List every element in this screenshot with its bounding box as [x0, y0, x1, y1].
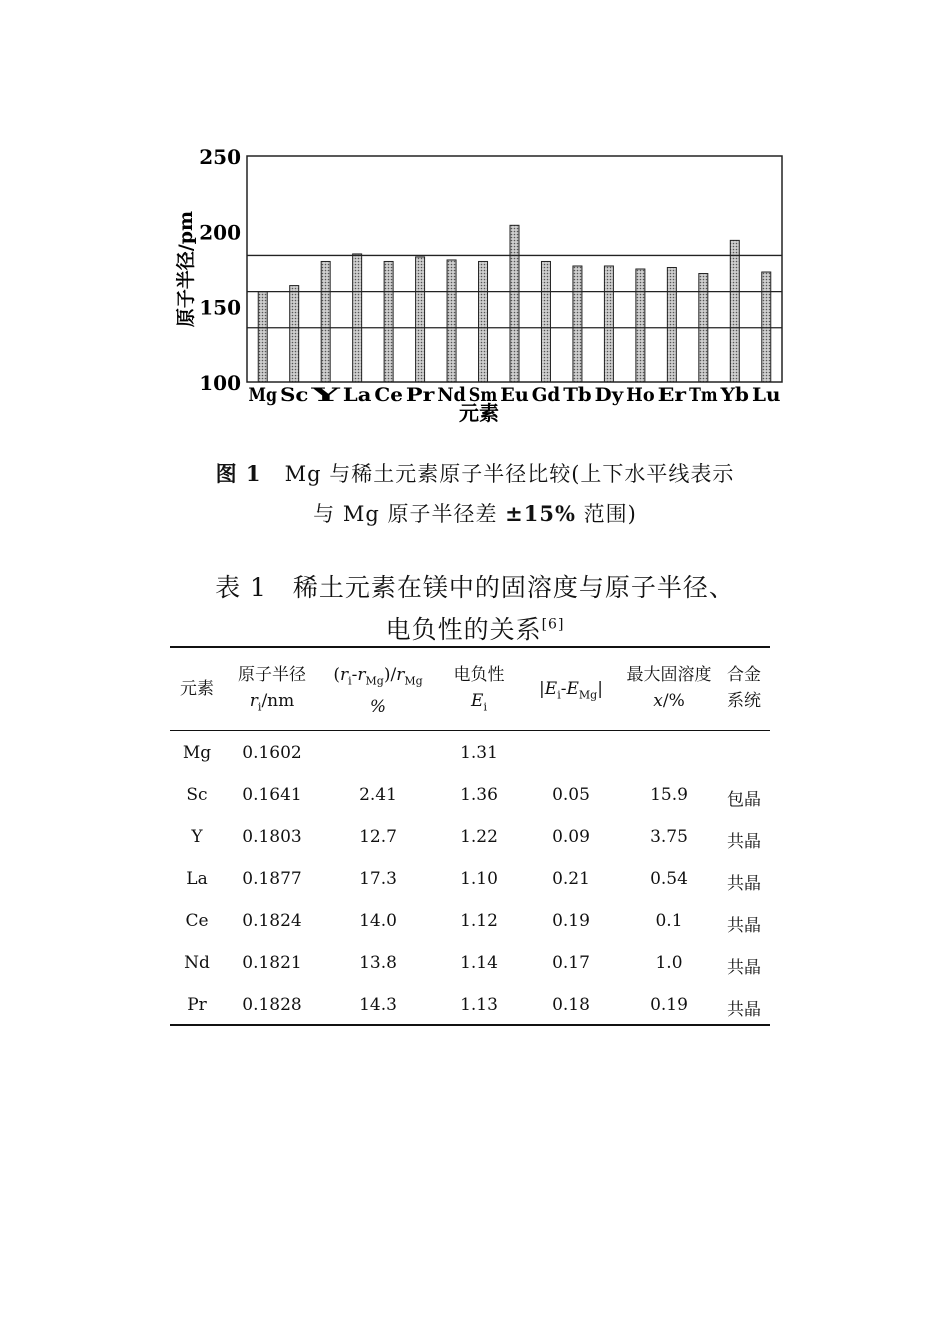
- table-header-rule: [170, 730, 770, 731]
- x-tick-label: Lu: [752, 384, 781, 406]
- y-tick-label: 250: [199, 145, 241, 169]
- cell-alloy: 共晶: [727, 958, 761, 978]
- cell-ratio: 17.3: [359, 869, 397, 889]
- cell-ratio: 12.7: [359, 827, 397, 847]
- cell-radius: 0.1803: [242, 827, 302, 847]
- cell-sol: 3.75: [650, 827, 688, 847]
- y-tick-label: 150: [199, 295, 241, 320]
- bar-Lu: [762, 272, 771, 382]
- bar-Nd: [447, 260, 456, 382]
- cell-sol: 0.19: [650, 995, 688, 1015]
- figure-caption-pre: 与 Mg 原子半径差: [313, 502, 498, 526]
- header-sol-l1: 最大固溶度: [626, 665, 712, 685]
- cell-alloy: 共晶: [727, 832, 761, 852]
- x-tick-label: Tm: [689, 384, 718, 406]
- x-tick-label: Pr: [405, 384, 436, 406]
- figure-caption-range: ±15%: [505, 501, 576, 526]
- header-radius-l2: $r_i/nm$: [249, 691, 295, 714]
- cell-diff: 0.05: [552, 785, 590, 805]
- figure-caption-post: 范围): [583, 502, 637, 526]
- cell-eneg: 1.36: [460, 785, 498, 805]
- table-top-rule: [170, 646, 770, 648]
- cell-radius: 0.1602: [242, 743, 302, 763]
- cell-ratio: 13.8: [359, 953, 397, 973]
- cell-ratio: 14.3: [359, 995, 397, 1015]
- y-tick-label: 100: [199, 371, 241, 395]
- x-tick-label: Sc: [279, 384, 309, 406]
- header-eneg-l1: 电负性: [453, 665, 505, 685]
- cell-diff: 0.21: [552, 869, 590, 889]
- cell-ratio: 2.41: [359, 785, 397, 805]
- cell-radius: 0.1821: [242, 953, 302, 973]
- header-radius: [222, 662, 322, 720]
- cell-ratio: 14.0: [359, 911, 397, 931]
- cell-sol: 0.1: [655, 911, 683, 931]
- header-radius-l1: 原子半径: [238, 665, 306, 685]
- cell-diff: 0.19: [552, 911, 590, 931]
- x-tick-label: Nd: [437, 384, 466, 406]
- cell-element: La: [186, 869, 208, 889]
- cell-diff: 0.18: [552, 995, 590, 1015]
- header-alloy-l1: 合金: [727, 665, 761, 685]
- x-tick-label: Ho: [626, 384, 655, 406]
- cell-sol: 15.9: [650, 785, 688, 805]
- bar-Sc: [290, 286, 299, 382]
- x-tick-label: Dy: [594, 384, 625, 406]
- cell-eneg: 1.10: [460, 869, 498, 889]
- bar-Yb: [730, 240, 739, 382]
- table-title-ref: [6]: [541, 616, 565, 633]
- cell-eneg: 1.22: [460, 827, 498, 847]
- bar-Ce: [384, 261, 393, 382]
- cell-eneg: 1.14: [460, 953, 498, 973]
- cell-radius: 0.1828: [242, 995, 302, 1015]
- header-eneg-l2: $E_i$: [471, 691, 487, 714]
- figure-caption-text: Mg 与稀土元素原子半径比较(上下水平线表示: [284, 462, 735, 486]
- y-axis-label: 原子半径/pm: [175, 210, 197, 328]
- x-tick-label: Er: [657, 384, 688, 406]
- atomic-radius-bar-chart: [150, 140, 810, 430]
- figure-label: 图 1: [215, 461, 262, 486]
- cell-eneg: 1.31: [460, 743, 498, 763]
- bar-Mg: [258, 292, 267, 382]
- bar-Y: [321, 261, 330, 382]
- cell-sol: 1.0: [655, 953, 683, 973]
- cell-radius: 0.1877: [242, 869, 302, 889]
- x-tick-label: Mg: [248, 384, 277, 406]
- cell-alloy: 共晶: [727, 874, 761, 894]
- cell-element: Mg: [182, 743, 212, 763]
- cell-element: Ce: [185, 911, 209, 931]
- bar-Gd: [541, 261, 550, 382]
- bar-Eu: [510, 225, 519, 382]
- figure-caption-line-2: [0, 498, 950, 528]
- cell-element: Y: [191, 827, 203, 847]
- x-tick-label: Eu: [500, 384, 529, 406]
- header-ratio: [322, 662, 434, 720]
- bar-Ho: [636, 269, 645, 382]
- bar-Dy: [604, 266, 613, 382]
- x-tick-label: Yb: [719, 384, 750, 406]
- cell-element: Sc: [186, 785, 208, 805]
- cell-radius: 0.1641: [242, 785, 302, 805]
- header-solubility: [618, 662, 720, 714]
- cell-eneg: 1.12: [460, 911, 498, 931]
- cell-diff: 0.17: [552, 953, 590, 973]
- header-eneg: [434, 662, 524, 720]
- figure-caption-line-1: [0, 458, 950, 488]
- x-tick-label: Gd: [531, 384, 561, 406]
- cell-radius: 0.1824: [242, 911, 302, 931]
- table-title-line-1: 表 1 稀土元素在镁中的固溶度与原子半径、: [215, 573, 735, 602]
- table-bottom-rule: [170, 1024, 770, 1026]
- x-tick-label: La: [342, 384, 372, 406]
- cell-element: Pr: [187, 995, 207, 1015]
- cell-element: Nd: [184, 953, 210, 973]
- bar-Pr: [416, 257, 425, 382]
- bar-Sm: [479, 261, 488, 382]
- x-tick-label: Sm: [468, 384, 498, 406]
- x-tick-label: Tb: [563, 384, 592, 406]
- header-alloy-l2: 系统: [727, 691, 761, 711]
- x-axis-label: 元素: [459, 401, 499, 425]
- header-element: 元素: [180, 679, 214, 699]
- cell-diff: 0.09: [552, 827, 590, 847]
- header-sol-l2: x/%: [653, 691, 685, 711]
- y-tick-label: 200: [199, 220, 241, 245]
- cell-alloy: 包晶: [727, 790, 761, 810]
- cell-alloy: 共晶: [727, 1000, 761, 1020]
- header-ratio-unit: %: [369, 697, 387, 718]
- table-title-line-2: [0, 610, 950, 646]
- x-tick-label: Y: [309, 384, 341, 406]
- bar-La: [353, 254, 362, 382]
- bar-Er: [667, 267, 676, 382]
- cell-sol: 0.54: [650, 869, 688, 889]
- header-alloy: [720, 662, 768, 714]
- bar-Tb: [573, 266, 582, 382]
- cell-alloy: 共晶: [727, 916, 761, 936]
- header-diff: $|E_i-E_{Mg}|$: [539, 679, 603, 702]
- x-tick-label: Ce: [374, 384, 403, 406]
- cell-eneg: 1.13: [460, 995, 498, 1015]
- table-title-text: 电负性的关系: [385, 615, 542, 644]
- header-ratio-l1: $(r_i-r_{Mg})/r_{Mg}$: [333, 665, 423, 688]
